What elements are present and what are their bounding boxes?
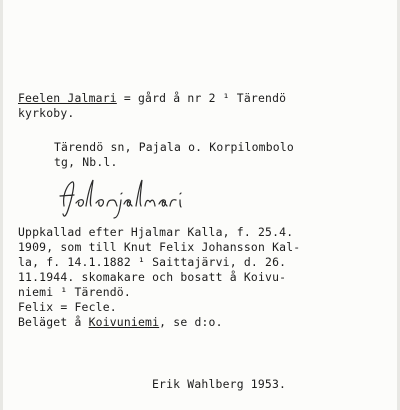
body-line: Uppkallad efter Hjalmar Kalla, f. 25.4.: [18, 225, 294, 239]
body-line: 1909, som till Knut Felix Johansson Kal-: [18, 240, 301, 254]
heading-rest: = gård å nr 2 ¹ Tärendö: [116, 91, 287, 105]
body-line: la, f. 14.1.1882 ¹ Saittajärvi, d. 26.: [18, 255, 287, 269]
author-line: Erik Wahlberg 1953.: [152, 377, 287, 391]
location-note-prefix: Beläget å: [18, 315, 89, 329]
signature-scribble: [58, 176, 198, 220]
location-line-2: tg, Nb.l.: [54, 155, 118, 169]
location-note-place: Koivuniemi: [88, 315, 160, 329]
location-note: [18, 315, 223, 329]
handwritten-signature: [58, 176, 198, 220]
body-line: Felix = Fecle.: [18, 300, 117, 314]
heading-line-2: kyrkoby.: [18, 106, 75, 120]
body-line: 11.1944. skomakare och bosatt å Koivu-: [18, 270, 287, 284]
card-heading: [18, 91, 286, 105]
location-line-1: Tärendö sn, Pajala o. Korpilombolo: [54, 140, 294, 154]
body-line: niemi ¹ Tärendö.: [18, 285, 131, 299]
card-edge-left: [0, 0, 3, 410]
location-note-suffix: , se d:o.: [159, 315, 223, 329]
heading-name: Feelen Jalmari: [18, 91, 117, 105]
